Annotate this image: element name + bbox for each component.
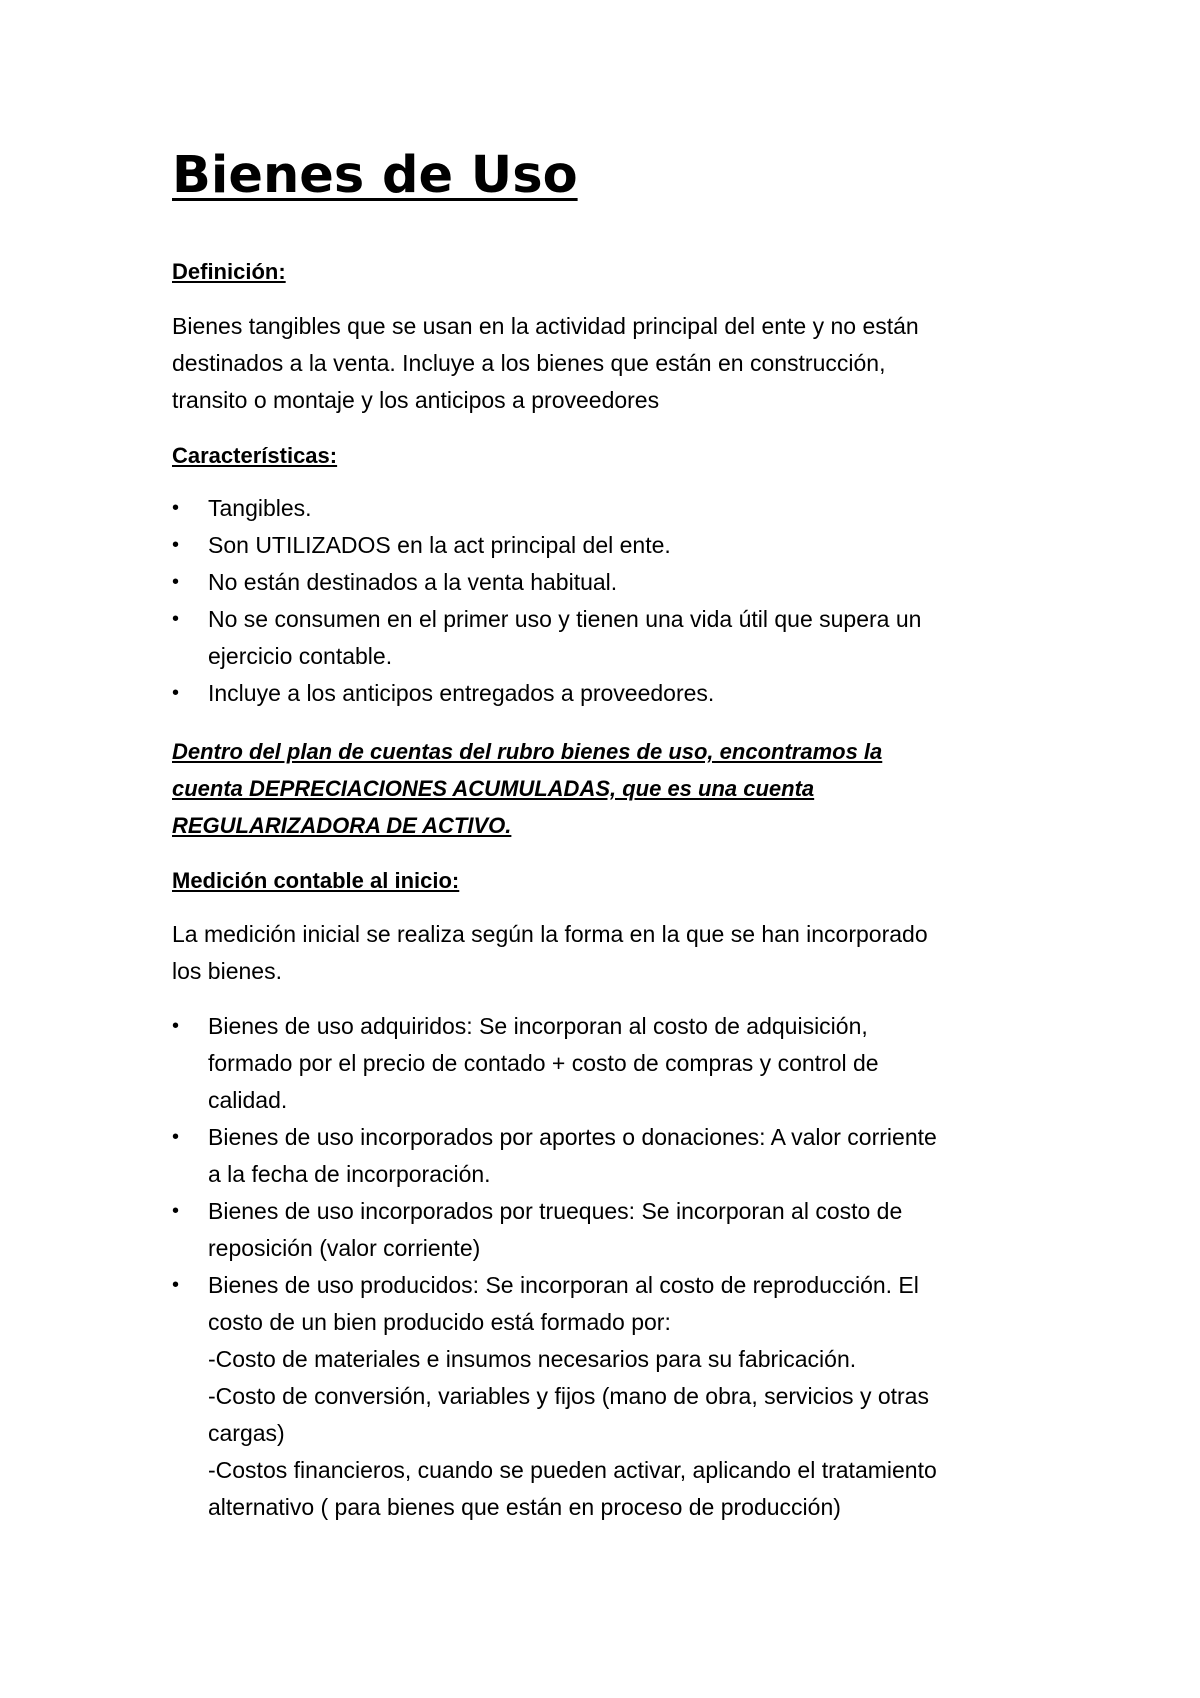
list-item-text: a la fecha de incorporación. [208, 1161, 491, 1187]
list-item [172, 601, 1052, 675]
list-item [172, 527, 1052, 564]
list-item-text: Bienes de uso producidos: Se incorporan al costo de reproducción. El [208, 1272, 919, 1298]
list-item [172, 1267, 1052, 1526]
paragraph-line: La medición inicial se realiza según la forma en la que se han incorporado [172, 921, 928, 947]
definicion-paragraph [172, 308, 1052, 419]
paragraph-line: destinados a la venta. Incluye a los bienes que están en construcción, [172, 350, 886, 376]
list-item-text: calidad. [208, 1087, 288, 1113]
list-item-text: Bienes de uso incorporados por aportes o donaciones: A valor corriente [208, 1124, 937, 1150]
highlighted-note [172, 733, 1052, 844]
list-item [172, 490, 1052, 527]
bullet-icon: • [172, 571, 180, 593]
list-item-text: Son UTILIZADOS en la act principal del ente. [208, 532, 671, 558]
list-item-text: -Costo de materiales e insumos necesarios para su fabricación. [208, 1346, 857, 1372]
medicion-intro [172, 916, 1052, 990]
list-item-text: Tangibles. [208, 495, 312, 521]
list-item [172, 675, 1052, 712]
list-item-text: Bienes de uso incorporados por trueques: Se incorporan al costo de [208, 1198, 903, 1224]
list-item [172, 1119, 1052, 1193]
list-item-text: formado por el precio de contado + costo de compras y control de [208, 1050, 879, 1076]
note-line: cuenta DEPRECIACIONES ACUMULADAS, que es una cuenta [172, 776, 815, 801]
medicion-list [172, 1008, 1052, 1526]
list-item-text: alternativo ( para bienes que están en proceso de producción) [208, 1494, 841, 1520]
bullet-icon: • [172, 534, 180, 556]
list-item-text: No se consumen en el primer uso y tienen una vida útil que supera un [208, 606, 922, 632]
bullet-icon: • [172, 1015, 180, 1037]
bullet-icon: • [172, 1200, 180, 1222]
list-item-text: costo de un bien producido está formado por: [208, 1309, 671, 1335]
list-item [172, 1008, 1052, 1119]
definicion-heading: Definición: [172, 259, 286, 284]
note-line: REGULARIZADORA DE ACTIVO. [172, 813, 512, 838]
bullet-icon: • [172, 682, 180, 704]
list-item-text: Bienes de uso adquiridos: Se incorporan al costo de adquisición, [208, 1013, 868, 1039]
paragraph-line: Bienes tangibles que se usan en la actividad principal del ente y no están [172, 313, 919, 339]
bullet-icon: • [172, 608, 180, 630]
list-item-text: No están destinados a la venta habitual. [208, 569, 618, 595]
bullet-icon: • [172, 1126, 180, 1148]
caracteristicas-heading: Características: [172, 443, 338, 468]
list-item-text: ejercicio contable. [208, 643, 393, 669]
note-line: Dentro del plan de cuentas del rubro bienes de uso, encontramos la [172, 739, 883, 764]
list-item-text: -Costos financieros, cuando se pueden activar, aplicando el tratamiento [208, 1457, 937, 1483]
paragraph-line: transito o montaje y los anticipos a proveedores [172, 387, 660, 413]
list-item-text: Incluye a los anticipos entregados a proveedores. [208, 680, 715, 706]
list-item-text: reposición (valor corriente) [208, 1235, 481, 1261]
list-item-text: -Costo de conversión, variables y fijos (mano de obra, servicios y otras [208, 1383, 929, 1409]
list-item [172, 1193, 1052, 1267]
caracteristicas-list [172, 490, 1052, 712]
bullet-icon: • [172, 1274, 180, 1296]
list-item [172, 564, 1052, 601]
document-title: Bienes de Uso [172, 146, 578, 205]
bullet-icon: • [172, 497, 180, 519]
medicion-heading: Medición contable al inicio: [172, 868, 460, 893]
paragraph-line: los bienes. [172, 958, 282, 984]
list-item-text: cargas) [208, 1420, 285, 1446]
